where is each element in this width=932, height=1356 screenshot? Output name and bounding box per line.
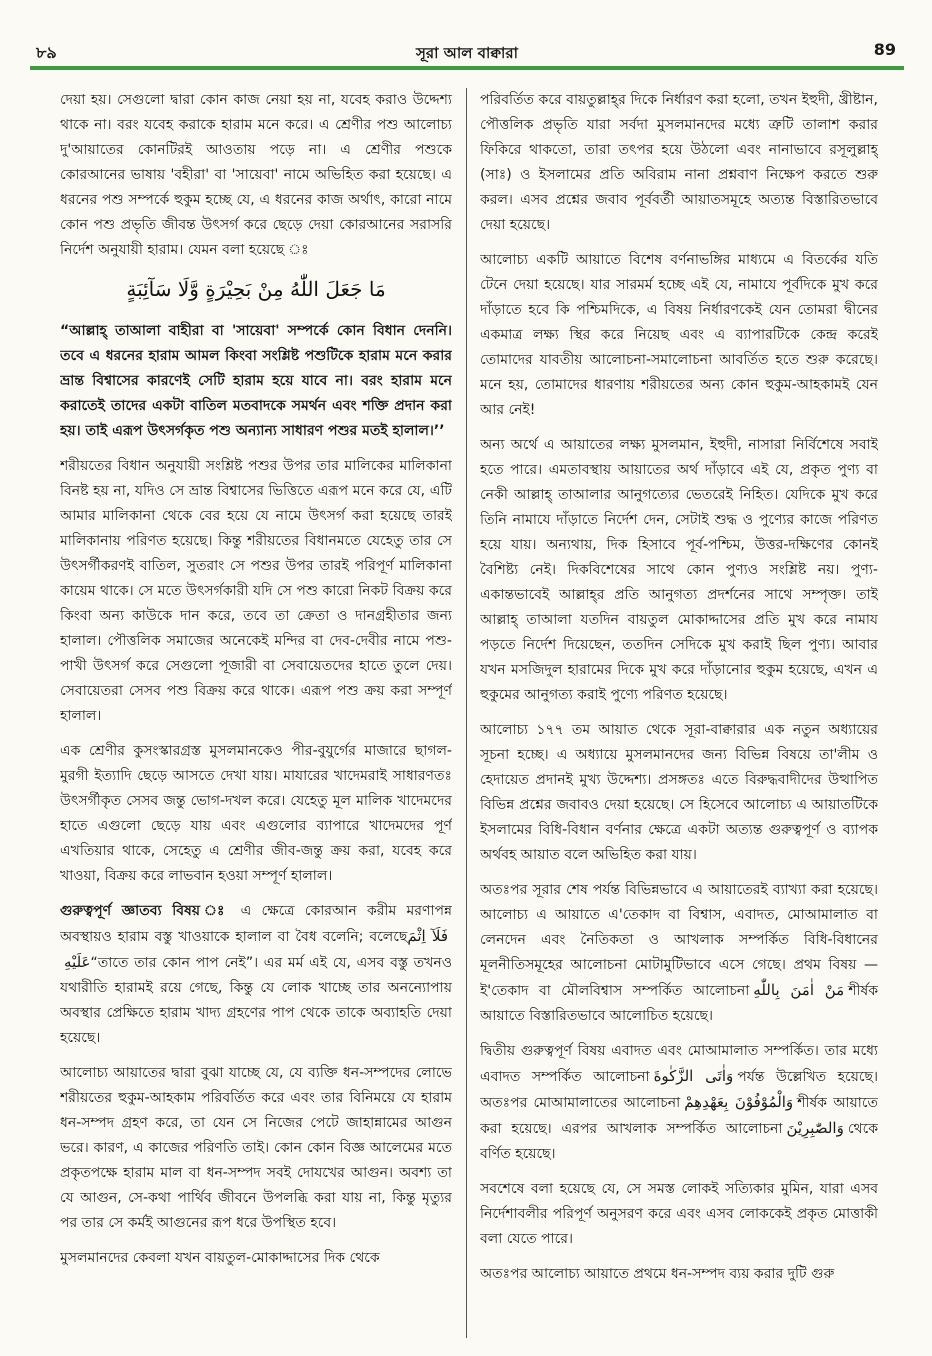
right-paragraph-5-part-b: শীর্ষক আয়াতে বিস্তারিতভাবে আলোচিত হয়েছে। [480,983,878,1024]
left-paragraph-5 [60,899,452,1051]
right-paragraph-6-part-c: শীর্ষক আয়াতে করা হয়েছে। এরপর আখলাক সম্পর্কিত আলোচনা [480,1095,878,1137]
arabic-inline-phrase: وَالصّٰبِرِيْنَ [786,1119,844,1137]
left-paragraph-quote: “আল্লাহ্ তাআলা বাহীরা বা 'সায়েবা' সম্পর্কে কোন বিধান দেননি। তবে এ ধরনের হারাম আমল কিংবা সংশ্লিষ্ট পশুটিকে হারাম মনে করার ভ্রান্ত বিশ্বাসের কারণেই সেটি হারাম হয়ে যাবে না। বরং হারাম মনে করাতেই তাদের একটা বাতিল মতবাদকে সমর্থন এবং শক্তি প্রদান করা হয়। তাই এরূপ উৎসর্গকৃত পশু অন্যান্য সাধারণ পশুর মতই হালাল।’’ [60,323,452,439]
right-paragraph-5 [480,878,878,1029]
arabic-verse: مَا جَعَلَ اللّٰهُ مِنْ بَحِيْرَةٍ وَّلَا سَآئِبَةٍ [126,277,386,301]
page-number-latin: 89 [873,40,896,59]
arabic-inline-phrase: وَاٰتَى الزَّكٰوةَ [653,1067,734,1085]
left-paragraph-1: দেয়া হয়। সেগুলো দ্বারা কোন কাজ নেয়া হয় না, যবেহ করাও উদ্দেশ্য থাকে না। বরং যবেহ করাকে হারাম মনে করে। এ শ্রেণীর পশু আলোচ্য দু'আয়াতের কোনটিরই আওতায় পড়ে না। এ শ্রেণীর পশুকে কোরআনের ভাষায় 'বহীরা' বা 'সায়েবা' নামে অভিহিত করা হয়েছে। এ ধরনের পশু সম্পর্কে হুকুম হচ্ছে যে, এ ধরনের কাজ অর্থাৎ, কারো নামে কোন পশু প্রভৃতি জীবন্ত উৎসর্গ করে ছেড়ে দেয়া কোরআনের সরাসরি নির্দেশ অনুযায়ী হারাম। যেমন বলা হয়েছে ঃ [60,92,452,258]
right-paragraph-6-part-a: দ্বিতীয় গুরুত্বপূর্ণ বিষয় এবাদত এবং মোআমালাত সম্পর্কিত। তার মধ্যে এবাদত সম্পর্কিত আলোচনা [480,1043,878,1085]
right-paragraph-2: আলোচ্য একটি আয়াতে বিশেষ বর্ণনাভঙ্গির মাধ্যমে এ বিতর্কের যতি টেনে দেয়া হয়েছে। যার সারমর্ম হচ্ছে এই যে, নামাযে পূর্বদিকে মুখ করে দাঁড়াতে হবে কি পশ্চিমদিকে, এ বিষয় নির্ধারণকেই যেন তোমরা দ্বীনের একমাত্র লক্ষ্য স্থির করে নিয়েছ এবং এ ব্যাপারটিকে কেন্দ্র করেই তোমাদের যাবতীয় আলোচনা-সমালোচনা আবর্তিত হতে শুরু করেছে। মনে হয়, তোমাদের ধারণায় শরীয়তের অন্য কোন হুকুম-আহকামই যেন আর নেই! [480,252,878,418]
page-number-bengali: ৮৯ [36,43,57,62]
right-paragraph-8: অতঃপর আলোচ্য আয়াতে প্রথমে ধন-সম্পদ ব্যয় করার দুটি গুরু [480,1266,835,1282]
right-column [480,88,878,1338]
right-paragraph-6-part-d: থেকে বর্ণিত হয়েছে। [480,1121,878,1162]
left-paragraph-3: শরীয়তের বিধান অনুযায়ী সংশ্লিষ্ট পশুর উপর তার মালিকের মালিকানা বিনষ্ট হয় না, যদিও সে ভ্রান্ত বিশ্বাসের ভিত্তিতে এরূপ মনে করে যে, এটি আমার মালিকানা থেকে বের হয়ে যে নামে উৎসর্গ করা হয়েছে তারই মালিকানায় পরিণত হয়েছে। কিন্তু শরীয়তের বিধানমতে যেহেতু তার সে উৎসর্গীকরণই বাতিল, সুতরাং সে পশুর উপর তারই পরিপূর্ণ মালিকানা কায়েম থাকে। সে মতে উৎসর্গকারী যদি সে পশু কারো নিকট বিক্রয় করে কিংবা অন্য কাউকে দান করে, তবে তা ক্রেতা ও দানগ্রহীতার জন্য হালাল। পৌত্তলিক সমাজের অনেকেই মন্দির বা দেব-দেবীর নামে পশু-পাখী উৎসর্গ করে সেগুলো পূজারী বা সেবায়েতদের হাতে তুলে দেয়। সেবায়েতরা সেসব পশু বিক্রয় করে থাকে। এরূপ পশু ক্রয় করা সম্পূর্ণ হালাল। [60,458,452,724]
right-paragraph-4: আলোচ্য ১৭৭ তম আয়াত থেকে সূরা-বাক্বারার এক নতুন অধ্যায়ের সূচনা হচ্ছে। এ অধ্যায়ে মুসলমানদের জন্য বিভিন্ন বিষয়ে তা'লীম ও হেদায়েত প্রদানই মুখ্য উদ্দেশ্য। প্রসঙ্গতঃ এতে বিরুদ্ধবাদীদের উত্থাপিত বিভিন্ন প্রশ্নের জবাবও দেয়া হয়েছে। সে হিসেবে আলোচ্য এ আয়াতটিকে ইসলামের বিধি-বিধান বর্ণনার ক্ষেত্রে একটা অত্যন্ত গুরুত্বপূর্ণ ও ব্যাপক অর্থবহ আয়াত বলে অভিহিত করা যায়। [480,722,878,863]
left-paragraph-6: আলোচ্য আয়াতের দ্বারা বুঝা যাচ্ছে যে, যে ব্যক্তি ধন-সম্পদের লোভে শরীয়তের হুকুম-আহকাম পরিবর্তিত করে এবং তার বিনিময়ে যে হারাম ধন-সম্পদ গ্রহণ করে, তা যেন সে নিজের পেটে জাহান্নামের আগুন ভরে। কারণ, এ কাজের পরিণতি তাই। কোন কোন বিজ্ঞ আলেমের মতে প্রকৃতপক্ষে হারাম মাল বা ধন-সম্পদ সবই দোযখের আগুন। অবশ্য তা যে আগুন, সে-কথা পার্থিব জীবনে উপলব্ধি করা যায় না, কিন্তু মৃত্যুর পর তার সে কর্মই আগুনের রূপ ধরে উপস্থিত হবে। [60,1065,452,1231]
arabic-inline-phrase: وَالْمُوْفُوْنَ بِعَهْدِهِمْ [684,1093,794,1111]
important-note-heading: গুরুত্বপূর্ণ জ্ঞাতব্য বিষয় ঃ [60,903,231,919]
arabic-inline-phrase: فَلَآ اِثْمَ عَلَيْهِ [64,927,448,971]
arabic-inline-phrase: مَنْ اٰمَنَ بِاللّٰهِ [753,981,845,999]
right-paragraph-1: পরিবর্তিত করে বায়তুল্লাহ্‌র দিকে নির্ধারণ করা হলো, তখন ইহুদী, খ্রীষ্টান, পৌত্তলিক প্রভৃতি যারা সর্বদা মুসলমানদের মধ্যে ত্রুটি তালাশ করার ফিকিরে থাকতো, তারা তৎপর হয়ে উঠলো এবং নানাভাবে রসূলুল্লাহ্ (সাঃ) ও ইসলামের প্রতি অবিরাম নানা প্রশ্নবাণ নিক্ষেপ করতে শুরু করল। এসব প্রশ্নের জবাব পূর্ববর্তী আয়াতসমূহে অত্যন্ত বিস্তারিতভাবে দেয়া হয়েছে। [480,92,878,233]
header-rule [30,66,904,70]
surah-title: সূরা আল বাক্বারা [415,44,519,62]
left-paragraph-4: এক শ্রেণীর কুসংস্কারগ্রস্ত মুসলমানকেও পীর-বুযুর্গের মাজারে ছাগল-মুরগী ইত্যাদি ছেড়ে আসতে দেখা যায়। মাযারের খাদেমরাই সাধারণতঃ উৎসর্গীকৃত সেসব জন্তু ভোগ-দখল করে। যেহেতু মূল মালিক খাদেমদের হাতে এগুলো ছেড়ে যায় এবং এগুলোর ব্যাপারে খাদেমদের পূর্ণ এখতিয়ার থাকে, সেহেতু এ শ্রেণীর জীব-জন্তু ক্রয় করা, যবেহ করে খাওয়া, বিক্রয় করে লাভবান হওয়া সম্পূর্ণ হালাল। [60,743,452,884]
left-paragraph-7: মুসলমানদের কেবলা যখন বায়তুল-মোকাদ্দাসের দিক থেকে [60,1250,380,1266]
right-paragraph-7: সবশেষে বলা হয়েছে যে, সে সমস্ত লোকই সত্যিকার মুমিন, যারা এসব নির্দেশাবলীর পরিপূর্ণ অনুসরণ করে এবং এসব লোককেই প্রকৃত মোত্তাকী বলা যেতে পারে। [480,1181,878,1247]
page-header [30,38,904,68]
left-column [60,88,452,1338]
right-paragraph-6-part-b: পর্যন্ত উল্লেখিত হয়েছে। অতঃপর মোআমালাতের আলোচনা [480,1069,878,1111]
right-paragraph-3: অন্য অর্থে এ আয়াতের লক্ষ্য মুসলমান, ইহুদী, নাসারা নির্বিশেষে সবাই হতে পারে। এমতাবস্থায় আয়াতের অর্থ দাঁড়াবে এই যে, প্রকৃত পুণ্য বা নেকী আল্লাহ্ তাআলার আনুগত্যের ভেতরেই নিহিত। যেদিকে মুখ করে তিনি নামাযে দাঁড়াতে নির্দেশ দেন, সেটাই শুদ্ধ ও পুণ্যের কাজে পরিণত হয়ে যায়। অন্যথায়, দিক হিসাবে পূর্ব-পশ্চিম, উত্তর-দক্ষিণের কোনই বৈশিষ্ট্য নেই। দিকবিশেষের সাথে কোন পুণ্যও সংশ্লিষ্ট নয়। পুণ্য-একান্তভাবেই আল্লাহ্‌র প্রতি আনুগত্য প্রদর্শনের সাথে সম্পৃক্ত। তাই আল্লাহ্ তাআলা যতদিন বায়তুল মোকাদ্দাসের প্রতি মুখ করে নামায পড়তে নির্দেশ দিয়েছেন, ততদিন সেদিকে মুখ করাই ছিল পুণ্য। আবার যখন মসজিদুল হারামের দিকে মুখ করে দাঁড়ানোর হুকুম হয়েছে, এখন এ হুকুমের আনুগত্য করাই পুণ্যে পরিণত হয়েছে। [480,437,878,703]
right-paragraph-5-part-a: অতঃপর সূরার শেষ পর্যন্ত বিভিন্নভাবে এ আয়াতেরই ব্যাখ্যা করা হয়েছে। আলোচ্য এ আয়াতে এ'তেকাদ বা বিশ্বাস, এবাদত, মোআমালাত বা লেনদেন এবং নৈতিকতা ও আখলাক সম্পর্কিত বিধি-বিধানের মূলনীতিসমূহের আলোচনা মোটামুটিভাবে এসে গেছে। প্রথম বিষয় — ই'তেকাদ বা মৌলবিশ্বাস সম্পর্কিত আলোচনা [480,882,878,999]
left-paragraph-5-part-a: এ ক্ষেত্রে কোরআন করীম মরণাপন্ন অবস্থায়ও হারাম বস্তু খাওয়াকে হালাল বা বৈধ বলেনি; বলেছে [60,903,452,945]
column-divider [466,88,467,1338]
right-paragraph-6 [480,1039,878,1167]
left-paragraph-5-part-b: “তাতে তার কোন পাপ নেই”। এর মর্ম এই যে, এসব বস্তু তখনও যথারীতি হারামই রয়ে গেছে, কিন্তু যে লোক খাচ্ছে তার অনন্যোপায় অবস্থার প্রেক্ষিতে হারাম খাদ্য গ্রহণের পাপ থেকে তাকে অব্যাহতি দেয়া হয়েছে। [60,955,452,1046]
